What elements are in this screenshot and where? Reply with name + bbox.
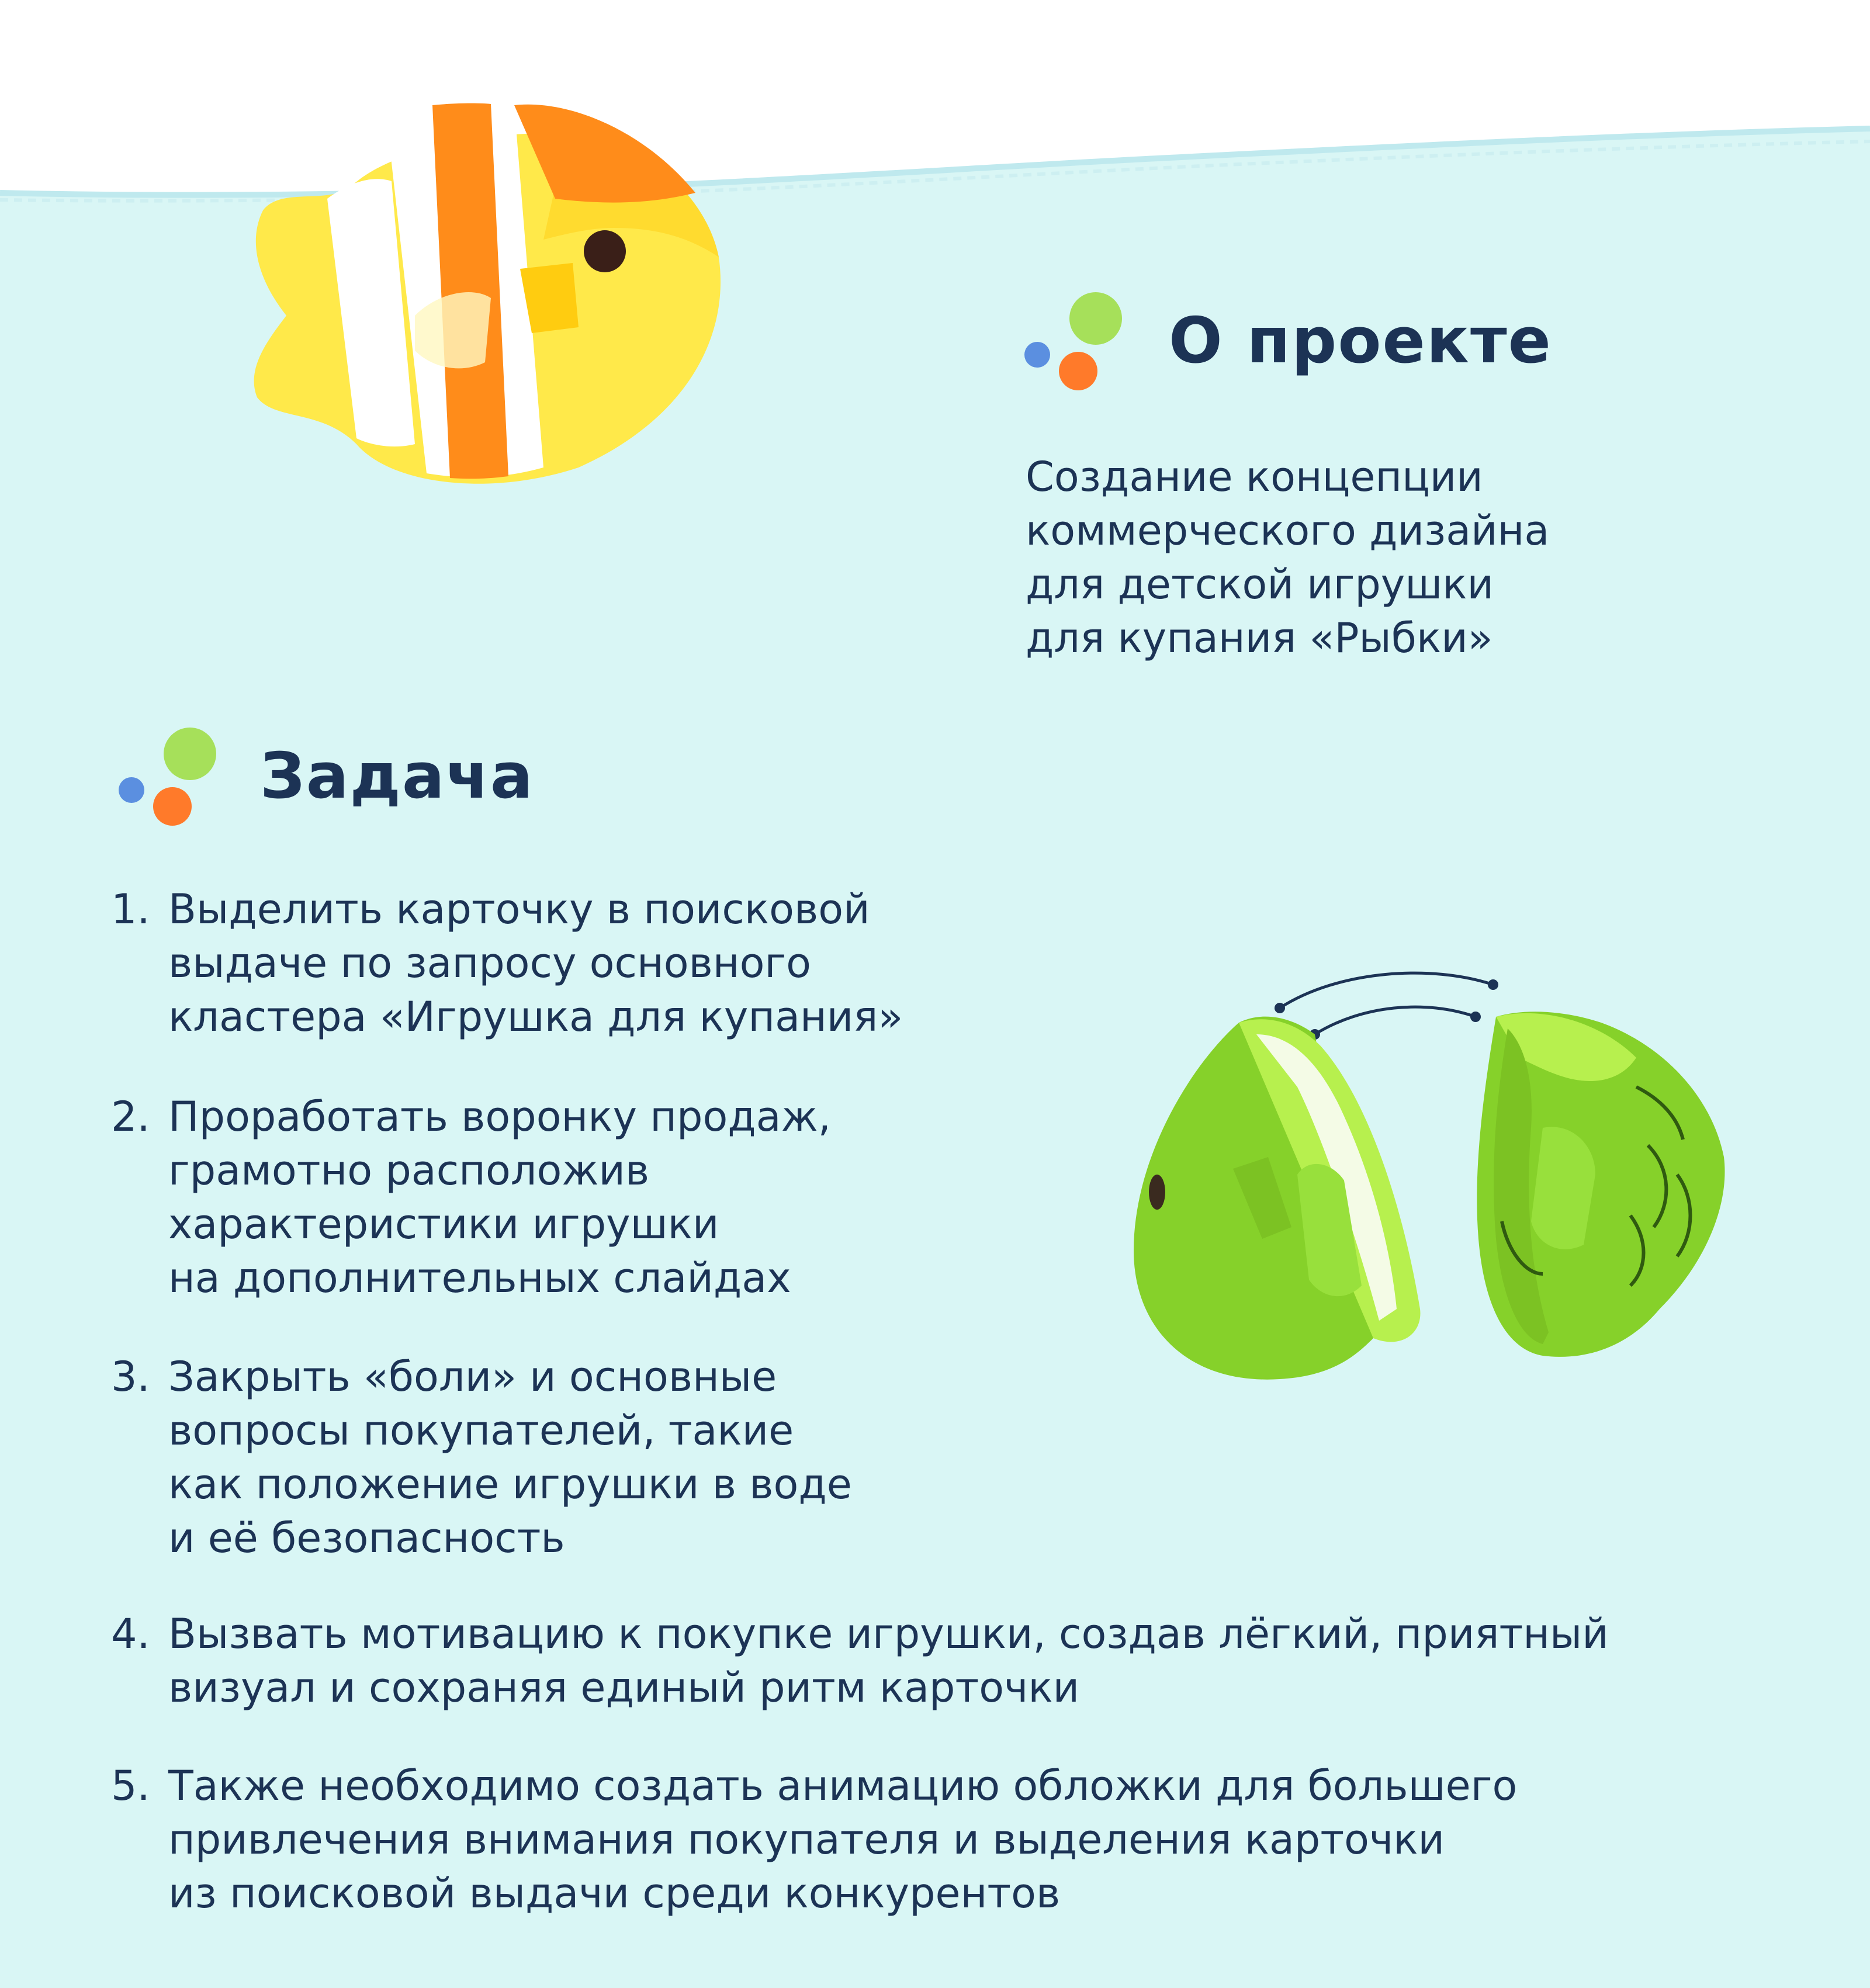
task-item — [111, 1350, 852, 1565]
task-number: 3. — [111, 1353, 150, 1401]
task-line: выдаче по запросу основного — [168, 939, 812, 987]
task-line: Также необходимо создать анимацию обложки для большего — [168, 1762, 1518, 1810]
task-line: Вызвать мотивацию к покупке игрушки, создав лёгкий, приятный — [168, 1610, 1609, 1658]
yellow-fish-toy — [240, 93, 730, 491]
task-line: характеристики игрушки — [168, 1200, 719, 1248]
green-fish-halves — [1122, 982, 1753, 1391]
task-item — [111, 1607, 1609, 1715]
task-line: грамотно расположив — [168, 1147, 650, 1194]
task-line: Проработать воронку продаж, — [168, 1093, 831, 1141]
about-line: коммерческого дизайна — [1026, 507, 1550, 555]
three-dots-icon — [1020, 289, 1125, 394]
task-item — [111, 1090, 831, 1305]
task-line: привлечения внимания покупателя и выделения карточки — [168, 1816, 1445, 1864]
task-item — [111, 882, 903, 1044]
task-number: 5. — [111, 1762, 150, 1810]
task-line: из поисковой выдачи среди конкурентов — [168, 1869, 1061, 1917]
task-number: 1. — [111, 885, 150, 933]
about-line: Создание концепции — [1026, 453, 1483, 501]
task-number: 2. — [111, 1093, 150, 1141]
about-title: О проекте — [1169, 304, 1552, 377]
about-line: для детской игрушки — [1026, 560, 1494, 608]
task-title: Задача — [260, 740, 534, 813]
three-dots-icon — [114, 725, 219, 830]
task-line: как положение игрушки в воде — [168, 1460, 852, 1508]
about-description — [1026, 450, 1785, 665]
task-line: вопросы покупателей, такие — [168, 1407, 794, 1454]
task-item — [111, 1759, 1517, 1920]
about-line: для купания «Рыбки» — [1026, 614, 1493, 662]
task-line: на дополнительных слайдах — [168, 1254, 791, 1302]
task-line: визуал и сохраняя единый ритм карточки — [168, 1664, 1080, 1712]
task-line: Закрыть «боли» и основные — [168, 1353, 777, 1401]
task-number: 4. — [111, 1610, 150, 1658]
task-line: и её безопасность — [168, 1514, 565, 1562]
task-line: кластера «Игрушка для купания» — [168, 993, 903, 1041]
task-line: Выделить карточку в поисковой — [168, 885, 870, 933]
